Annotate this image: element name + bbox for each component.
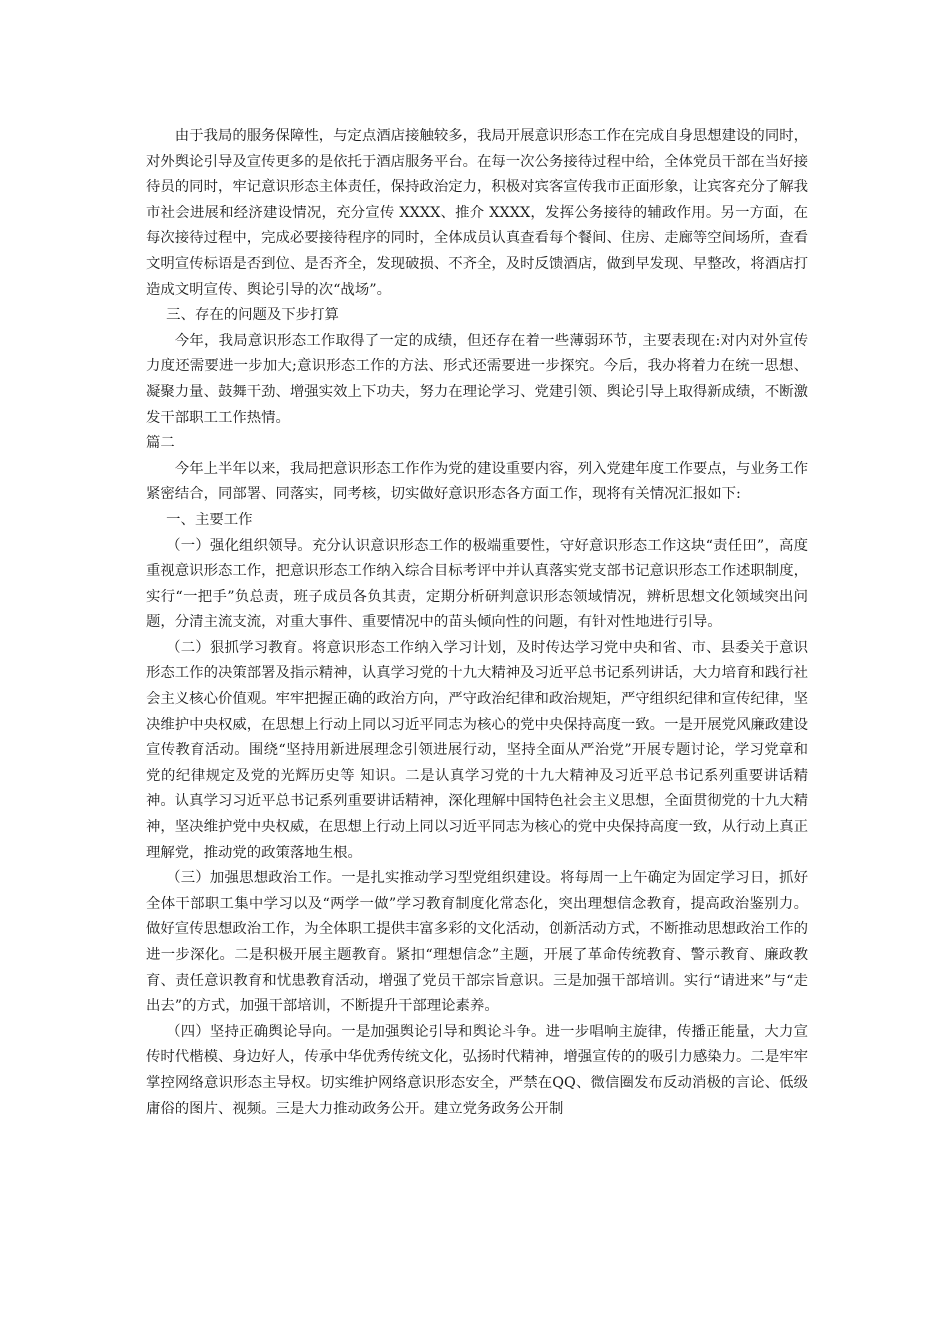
paragraph-organization-leadership: （一）强化组织领导。充分认识意识形态工作的极端重要性，守好意识形态工作这块“责任田”，高度重视意识形态工作，把意识形态工作纳入综合目标考评中并认真落实党支部书记意识形态工作述职制度，实行“一把手”负总责，班子成员各负其责，定期分析研判意识形态领域情况，辨析思想文化领域突出问题，分清主流支流，对重大事件、重要情况中的苗头倾向性的问题，有针对性地进行引导。 <box>146 537 808 631</box>
paragraph-study-education: （二）狠抓学习教育。将意识形态工作纳入学习计划，及时传达学习党中央和省、市、县委关于意识形态工作的决策部署及指示精神，认真学习党的十九大精神及习近平总书记系列讲话，大力培育和践行社会主义核心价值观。牢牢把握正确的政治方向，严守政治纪律和政治规矩，严守组织纪律和宣传纪律，坚决维护中央权威，在思想上行动上同以习近平同志为核心的党中央保持高度一致。一是开展党风廉政建设宣传教育活动。围绕“坚持用新进展理念引领进展行动，坚持全面从严治党”开展专题讨论，学习党章和党的纪律规定及党的光辉历史等 知识。二是认真学习党的十九大精神及习近平总书记系列重要讲话精神。认真学习习近平总书记系列重要讲话精神，深化理解中国特色社会主义思想，全面贯彻党的十九大精神，坚决维护党中央权威，在思想上行动上同以习近平同志为核心的党中央保持高度一致，从行动上真正理解党，推动党的政策落地生根。 <box>146 639 808 861</box>
paragraph-intro: 今年上半年以来，我局把意识形态工作作为党的建设重要内容，列入党建年度工作要点，与业务工作紧密结合，同部署、同落实，同考核，切实做好意识形态各方面工作，现将有关情况汇报如下: <box>146 460 808 503</box>
paragraph-ideological-work: （三）加强思想政治工作。一是扎实推动学习型党组织建设。将每周一上午确定为固定学习日，抓好全体干部职工集中学习以及“两学一做”学习教育制度化常态化，突出理想信念教育，提高政治鉴别力。做好宣传思想政治工作，为全体职工提供丰富多彩的文化活动，创新活动方式，不断推动思想政治工作的进一步深化。二是积极开展主题教育。紧扣“理想信念”主题，开展了革命传统教育、警示教育、廉政教育、责任意识教育和忧患教育活动，增强了党员干部宗旨意识。三是加强干部培训。实行“请进来”与“走出去”的方式，加强干部培训，不断提升干部理论素养。 <box>146 870 808 1015</box>
document-body <box>146 124 808 1122</box>
section-label-part-two: 篇二 <box>146 435 175 452</box>
heading-main-work: 一、主要工作 <box>166 511 253 528</box>
paragraph-problems: 今年，我局意识形态工作取得了一定的成绩，但还存在着一些薄弱环节，主要表现在:对内对外宣传力度还需要进一步加大;意识形态工作的方法、形式还需要进一步探究。今后，我办将着力在统一思想、凝聚力量、鼓舞干劲、增强实效上下功夫，努力在理论学习、党建引领、舆论引导上取得新成绩，不断激发干部职工工作热情。 <box>146 332 808 426</box>
paragraph-public-opinion: （四）坚持正确舆论导向。一是加强舆论引导和舆论斗争。进一步唱响主旋律，传播正能量，大力宣传时代楷模、身边好人，传承中华优秀传统文化，弘扬时代精神，增强宣传的的吸引力感染力。二是牢牢掌控网络意识形态主导权。切实维护网络意识形态安全，严禁在QQ、微信圈发布反动消极的言论、低级庸俗的图片、视频。三是大力推动政务公开。建立党务政务公开制 <box>146 1023 808 1117</box>
heading-problems-and-plans: 三、存在的问题及下步打算 <box>166 307 339 324</box>
paragraph-hotel-publicity: 由于我局的服务保障性，与定点酒店接触较多，我局开展意识形态工作在完成自身思想建设的同时，对外舆论引导及宣传更多的是依托于酒店服务平台。在每一次公务接待过程中给，全体党员干部在当好接待员的同时，牢记意识形态主体责任，保持政治定力，积极对宾客宣传我市正面形象，让宾客充分了解我市社会进展和经济建设情况，充分宣传 XXXX、推介 XXXX，发挥公务接待的辅政作用。另一方面，在每次接待过程中，完成必要接待程序的同时，全体成员认真查看每个餐间、住房、走廊等空间场所，查看文明宣传标语是否到位、是否齐全，发现破损、不齐全，及时反馈酒店，做到早发现、早整改，将酒店打造成文明宣传、舆论引导的次“战场”。 <box>146 128 808 298</box>
